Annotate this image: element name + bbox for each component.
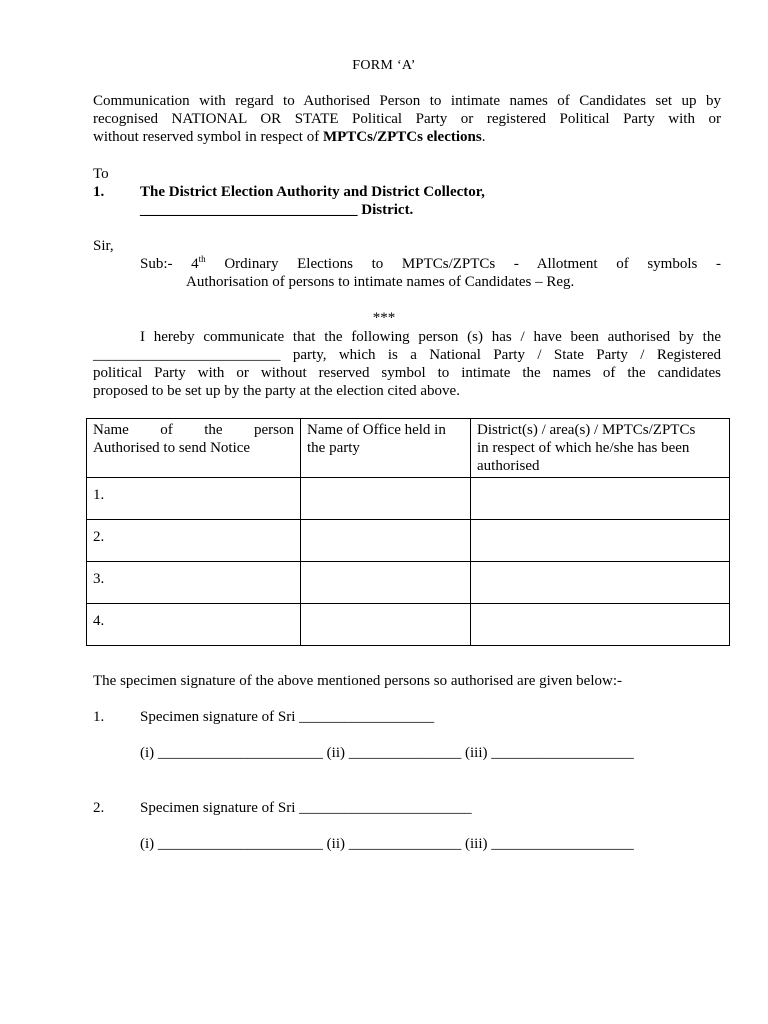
specimen-intro: The specimen signature of the above mentioned persons so authorised are given below:- [93,673,623,689]
separator: *** [372,310,396,326]
row-districts-cell[interactable] [471,562,730,604]
header-office-line-1: Name of Office held in [307,422,446,438]
subject-line-2: Authorisation of persons to intimate names of Candidates – Reg. [186,274,575,290]
specimen-2-number: 2. [93,800,105,816]
subject-line-1 [140,255,721,273]
table-row [87,478,730,520]
specimen-2-label[interactable]: Specimen signature of Sri _______________________ [140,800,472,816]
table-header-row [87,419,730,478]
body-line-2: _________________________ party, which is a National Party / State Party / Registered [93,347,721,363]
body-line-1: I hereby communicate that the following person (s) has / have been authorised by the [140,329,721,345]
intro-line-3-prefix: without reserved symbol in respect of [93,129,323,145]
to-label: To [93,166,109,182]
header-districts-line-1: District(s) / area(s) / MPTCs/ZPTCs [477,422,696,438]
authorised-persons-table [86,418,730,646]
subject-line-1-rest: Ordinary Elections to MPTCs/ZPTCs - Allotment of symbols - [205,256,721,272]
row-office-cell[interactable] [301,604,471,646]
body-line-4: proposed to be set up by the party at the election cited above. [93,383,460,399]
specimen-1-number: 1. [93,709,105,725]
row-number: 2. [87,520,301,562]
header-person-name [87,419,301,478]
intro-line-3 [93,128,721,146]
table-row [87,520,730,562]
row-office-cell[interactable] [301,478,471,520]
row-districts-cell[interactable] [471,478,730,520]
header-districts-line-2: in respect of which he/she has been [477,440,690,456]
row-number: 3. [87,562,301,604]
header-districts-line-3: authorised [477,458,540,474]
header-districts [471,419,730,478]
subject-ordinal-suffix: th [198,254,206,264]
header-person-name-line-1: Name of the person [93,422,294,438]
addressee-line-1: The District Election Authority and District Collector, [140,184,485,200]
addressee-number: 1. [93,184,105,200]
specimen-1-signature-slots[interactable]: (i) ______________________ (ii) _______________ (iii) ___________________ [140,745,634,761]
row-office-cell[interactable] [301,562,471,604]
specimen-1-label[interactable]: Specimen signature of Sri __________________ [140,709,435,725]
subject-prefix: Sub:- 4 [140,256,199,272]
addressee-line-2: _____________________________ District. [140,202,414,218]
table-row [87,562,730,604]
table-row [87,604,730,646]
header-person-name-line-2: Authorised to send Notice [93,440,251,456]
intro-line-3-suffix: . [481,129,486,145]
specimen-2-signature-slots[interactable]: (i) ______________________ (ii) _______________ (iii) ___________________ [140,836,634,852]
form-title: FORM ‘A’ [352,58,416,73]
header-office-line-2: the party [307,440,360,456]
body-line-3: political Party with or without reserved symbol to intimate the names of the candidates [93,365,721,381]
header-office [301,419,471,478]
row-districts-cell[interactable] [471,604,730,646]
row-number: 4. [87,604,301,646]
intro-line-1: Communication with regard to Authorised Person to intimate names of Candidates set up by [93,93,721,109]
row-number: 1. [87,478,301,520]
salutation: Sir, [93,238,114,254]
row-districts-cell[interactable] [471,520,730,562]
intro-elections-bold: MPTCs/ZPTCs elections [322,129,482,145]
row-office-cell[interactable] [301,520,471,562]
intro-line-2: recognised NATIONAL OR STATE Political Party or registered Political Party with or [93,111,721,127]
